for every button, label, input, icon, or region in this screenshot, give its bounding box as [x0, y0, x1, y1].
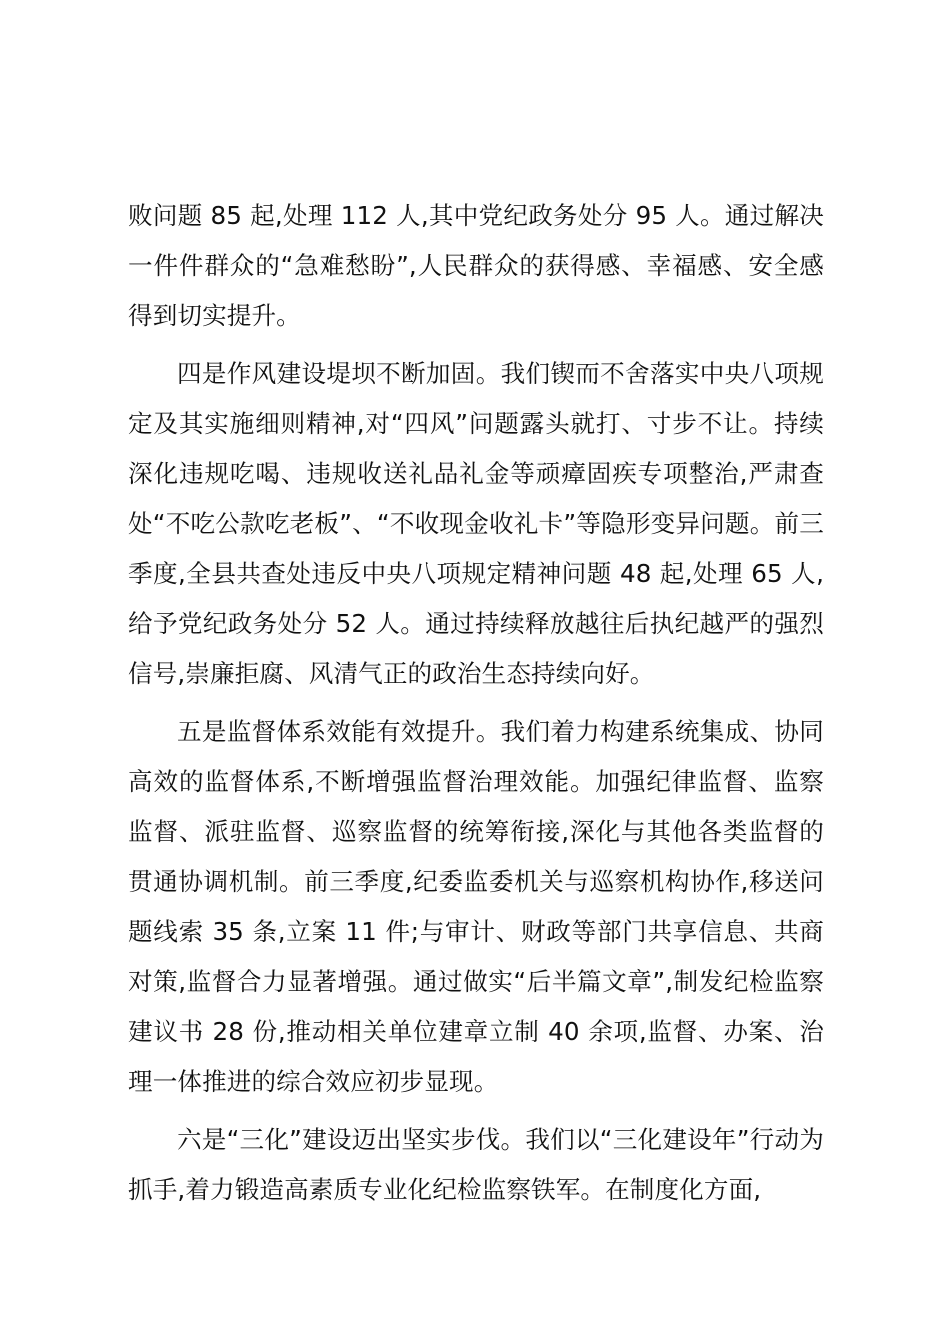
paragraph-three-modernizations: 六是“三化”建设迈出坚实步伐。我们以“三化建设年”行动为抓手,着力锻造高素质专业化纪检监察铁军。在制度化方面, — [128, 1125, 824, 1204]
paragraph-supervision-system: 五是监督体系效能有效提升。我们着力构建系统集成、协同高效的监督体系,不断增强监督治理效能。加强纪律监督、监察监督、派驻监督、巡察监督的统筹衔接,深化与其他各类监督的贯通协调机制。前三季度,纪委监委机关与巡察机构协作,移送问题线索 35 条,立案 11 件;与审计、财政等部门共享信息、共商对策,监督合力显著增强。通过做实“后半篇文章”,制发纪检监察建议书 28 份,推动相关单位建章立制 40 余项,监督、办案、治理一体推进的综合效应初步显现。 — [128, 717, 824, 1096]
paragraph-continued: 败问题 85 起,处理 112 人,其中党纪政务处分 95 人。通过解决一件件群众的“急难愁盼”,人民群众的获得感、幸福感、安全感得到切实提升。 — [128, 201, 824, 330]
document-body — [128, 191, 824, 1223]
paragraph-style-building: 四是作风建设堤坝不断加固。我们锲而不舍落实中央八项规定及其实施细则精神,对“四风”问题露头就打、寸步不让。持续深化违规吃喝、违规收送礼品礼金等顽瘴固疾专项整治,严肃查处“不吃公款吃老板”、“不收现金收礼卡”等隐形变异问题。前三季度,全县共查处违反中央八项规定精神问题 48 起,处理 65 人,给予党纪政务处分 52 人。通过持续释放越往后执纪越严的强烈信号,崇廉拒腐、风清气正的政治生态持续向好。 — [128, 359, 824, 688]
